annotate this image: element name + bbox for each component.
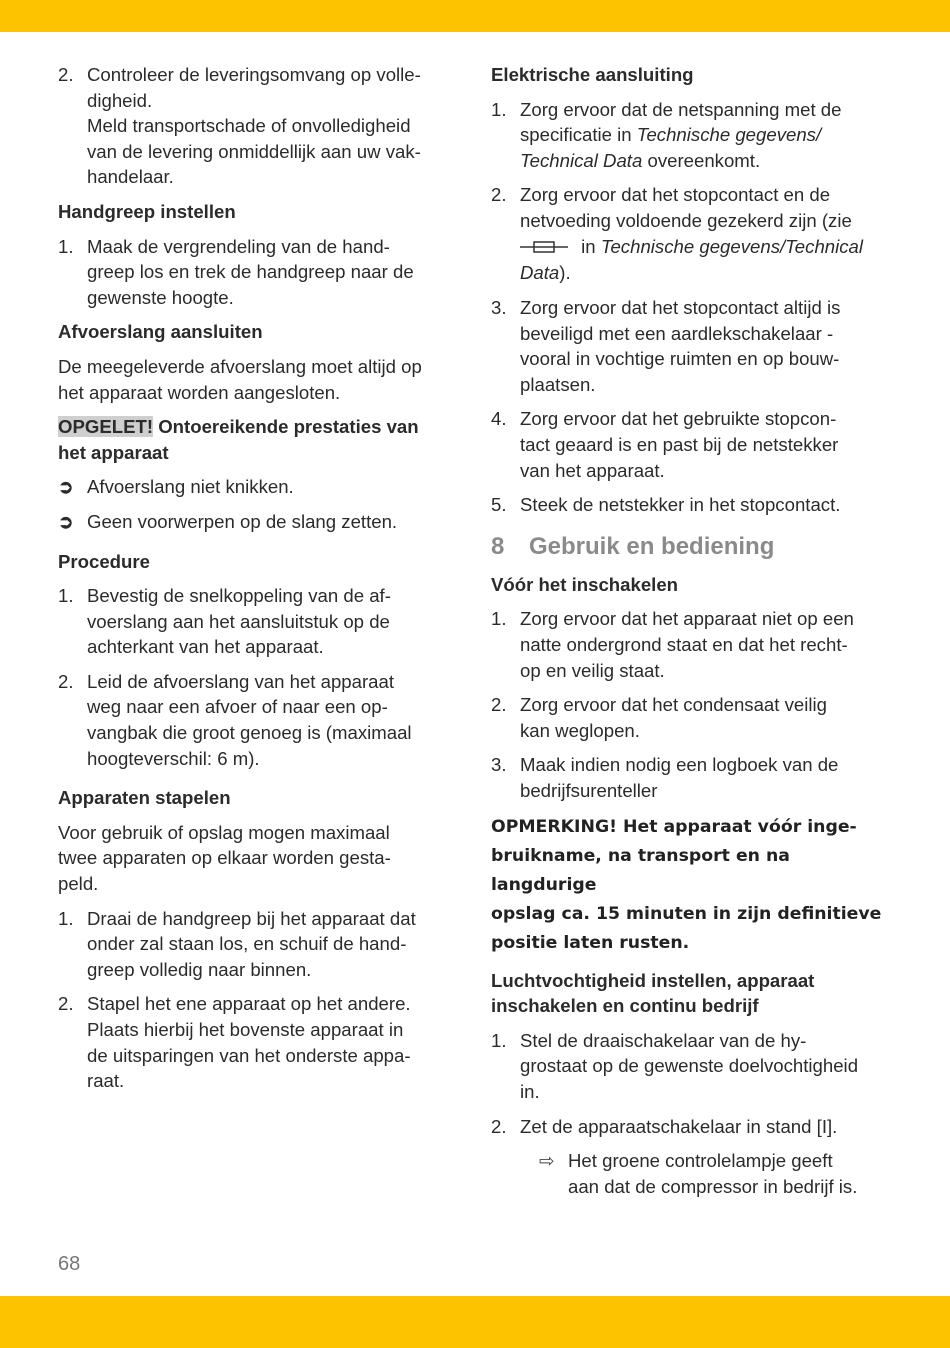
list-item: 2. Zorg ervoor dat het stopcontact en de netvoeding voldoende gezekerd zijn (zie in Technische gegevens/Technical Data). — [491, 184, 864, 284]
list-item: 3. Zorg ervoor dat het stopcontact altijd is beveiligd met een aardlekschakelaar - vooral in vochtige ruimten en op bouw- plaatsen. — [491, 297, 841, 395]
list-item: 2. Stapel het ene apparaat op het andere. Plaats hierbij het bovenste apparaat in de uitsparingen van het onderste appa- raat. — [58, 993, 411, 1092]
heading-voor-inschakelen: Vóór het inschakelen — [491, 573, 679, 595]
right-column — [491, 62, 901, 1208]
list-item: 1. Stel de draaischakelaar van de hy- grostaat op de gewenste doelvochtigheid in. — [491, 1029, 859, 1102]
page-number: 68 — [58, 1253, 81, 1275]
list-item: 1. Zorg ervoor dat het apparaat niet op een natte ondergrond staat en dat het recht- op en veilig staat. — [491, 608, 854, 681]
list-item: 5. Steek de netstekker in het stopcontact. — [491, 494, 841, 516]
left-column — [58, 62, 468, 1103]
warning-heading: OPGELET! Ontoereikende prestaties van het apparaat — [58, 416, 419, 463]
heading-luchtvochtigheid: Luchtvochtigheid instellen, apparaat inschakelen en continu bedrijf — [491, 969, 815, 1017]
item-text: Controleer de leveringsomvang op volle- digheid. Meld transportschade of onvolledigheid van de levering onmiddellijk aan uw vak- handelaar. — [87, 64, 421, 188]
top-accent-bar — [0, 0, 950, 32]
arrow-bullet-icon: ➲ — [58, 510, 74, 532]
list-item: 1. Bevestig de snelkoppeling van de af- voerslang aan het aansluitstuk op de achterkant van het apparaat. — [58, 585, 391, 658]
list-item: 1. Zorg ervoor dat de netspanning met de specificatie in Technische gegevens/ Technical Data overeenkomt. — [491, 98, 842, 171]
list-item: 4. Zorg ervoor dat het gebruikte stopcon- tact geaard is en past bij de netstekker van het apparaat. — [491, 408, 839, 481]
section-number: 8 — [491, 532, 505, 560]
list-item: 2. Leid de afvoerslang van het apparaat weg naar een afvoer of naar een op- vangbak die groot genoeg is (maximaal hoogteverschil: 6 m). — [58, 670, 412, 769]
arrow-bullet-icon: ➲ — [58, 476, 74, 498]
item-number: 2. — [58, 64, 74, 85]
heading-procedure: Procedure — [58, 550, 150, 572]
fuse-icon — [520, 235, 568, 261]
result-item: ⇨ Het groene controlelampje geeft aan dat de compressor in bedrijf is. — [539, 1148, 901, 1199]
list-item: 1. Draai de handgreep bij het apparaat dat onder zal staan los, en schuif de hand- greep volledig naar binnen. — [58, 907, 416, 980]
note-box: OPMERKING! Het apparaat vóór inge- bruikname, na transport en na langdurige opslag ca. 15 minuten in zijn definitieve positie laten rusten. — [491, 816, 882, 953]
warning-label: OPGELET! — [58, 416, 154, 438]
heading-stapelen: Apparaten stapelen — [58, 787, 231, 809]
list-item: 1. Maak de vergrendeling van de hand- greep los en trek de handgreep naar de gewenste hoogte. — [58, 235, 414, 308]
section-title-text: Gebruik en bediening — [529, 532, 775, 560]
section-title — [491, 532, 901, 562]
bullet-item: ➲ Afvoerslang niet knikken. — [58, 474, 468, 500]
heading-afvoerslang: Afvoerslang aansluiten — [58, 321, 263, 343]
list-item — [58, 62, 468, 190]
result-arrow-icon: ⇨ — [539, 1150, 555, 1172]
bottom-accent-bar — [0, 1296, 950, 1348]
list-item: 2. Zorg ervoor dat het condensaat veilig kan weglopen. — [491, 694, 827, 741]
list-item: 2. Zet de apparaatschakelaar in stand [I]. — [491, 1115, 838, 1137]
list-item: 3. Maak indien nodig een logboek van de bedrijfsurenteller — [491, 754, 839, 801]
paragraph: Voor gebruik of opslag mogen maximaal twee apparaten op elkaar worden gesta- peld. — [58, 821, 391, 895]
bullet-item: ➲ Geen voorwerpen op de slang zetten. — [58, 509, 468, 535]
paragraph: De meegeleverde afvoerslang moet altijd op het apparaat worden aangesloten. — [58, 355, 422, 403]
heading-elektrisch: Elektrische aansluiting — [491, 64, 694, 85]
heading-handgreep: Handgreep instellen — [58, 200, 236, 222]
